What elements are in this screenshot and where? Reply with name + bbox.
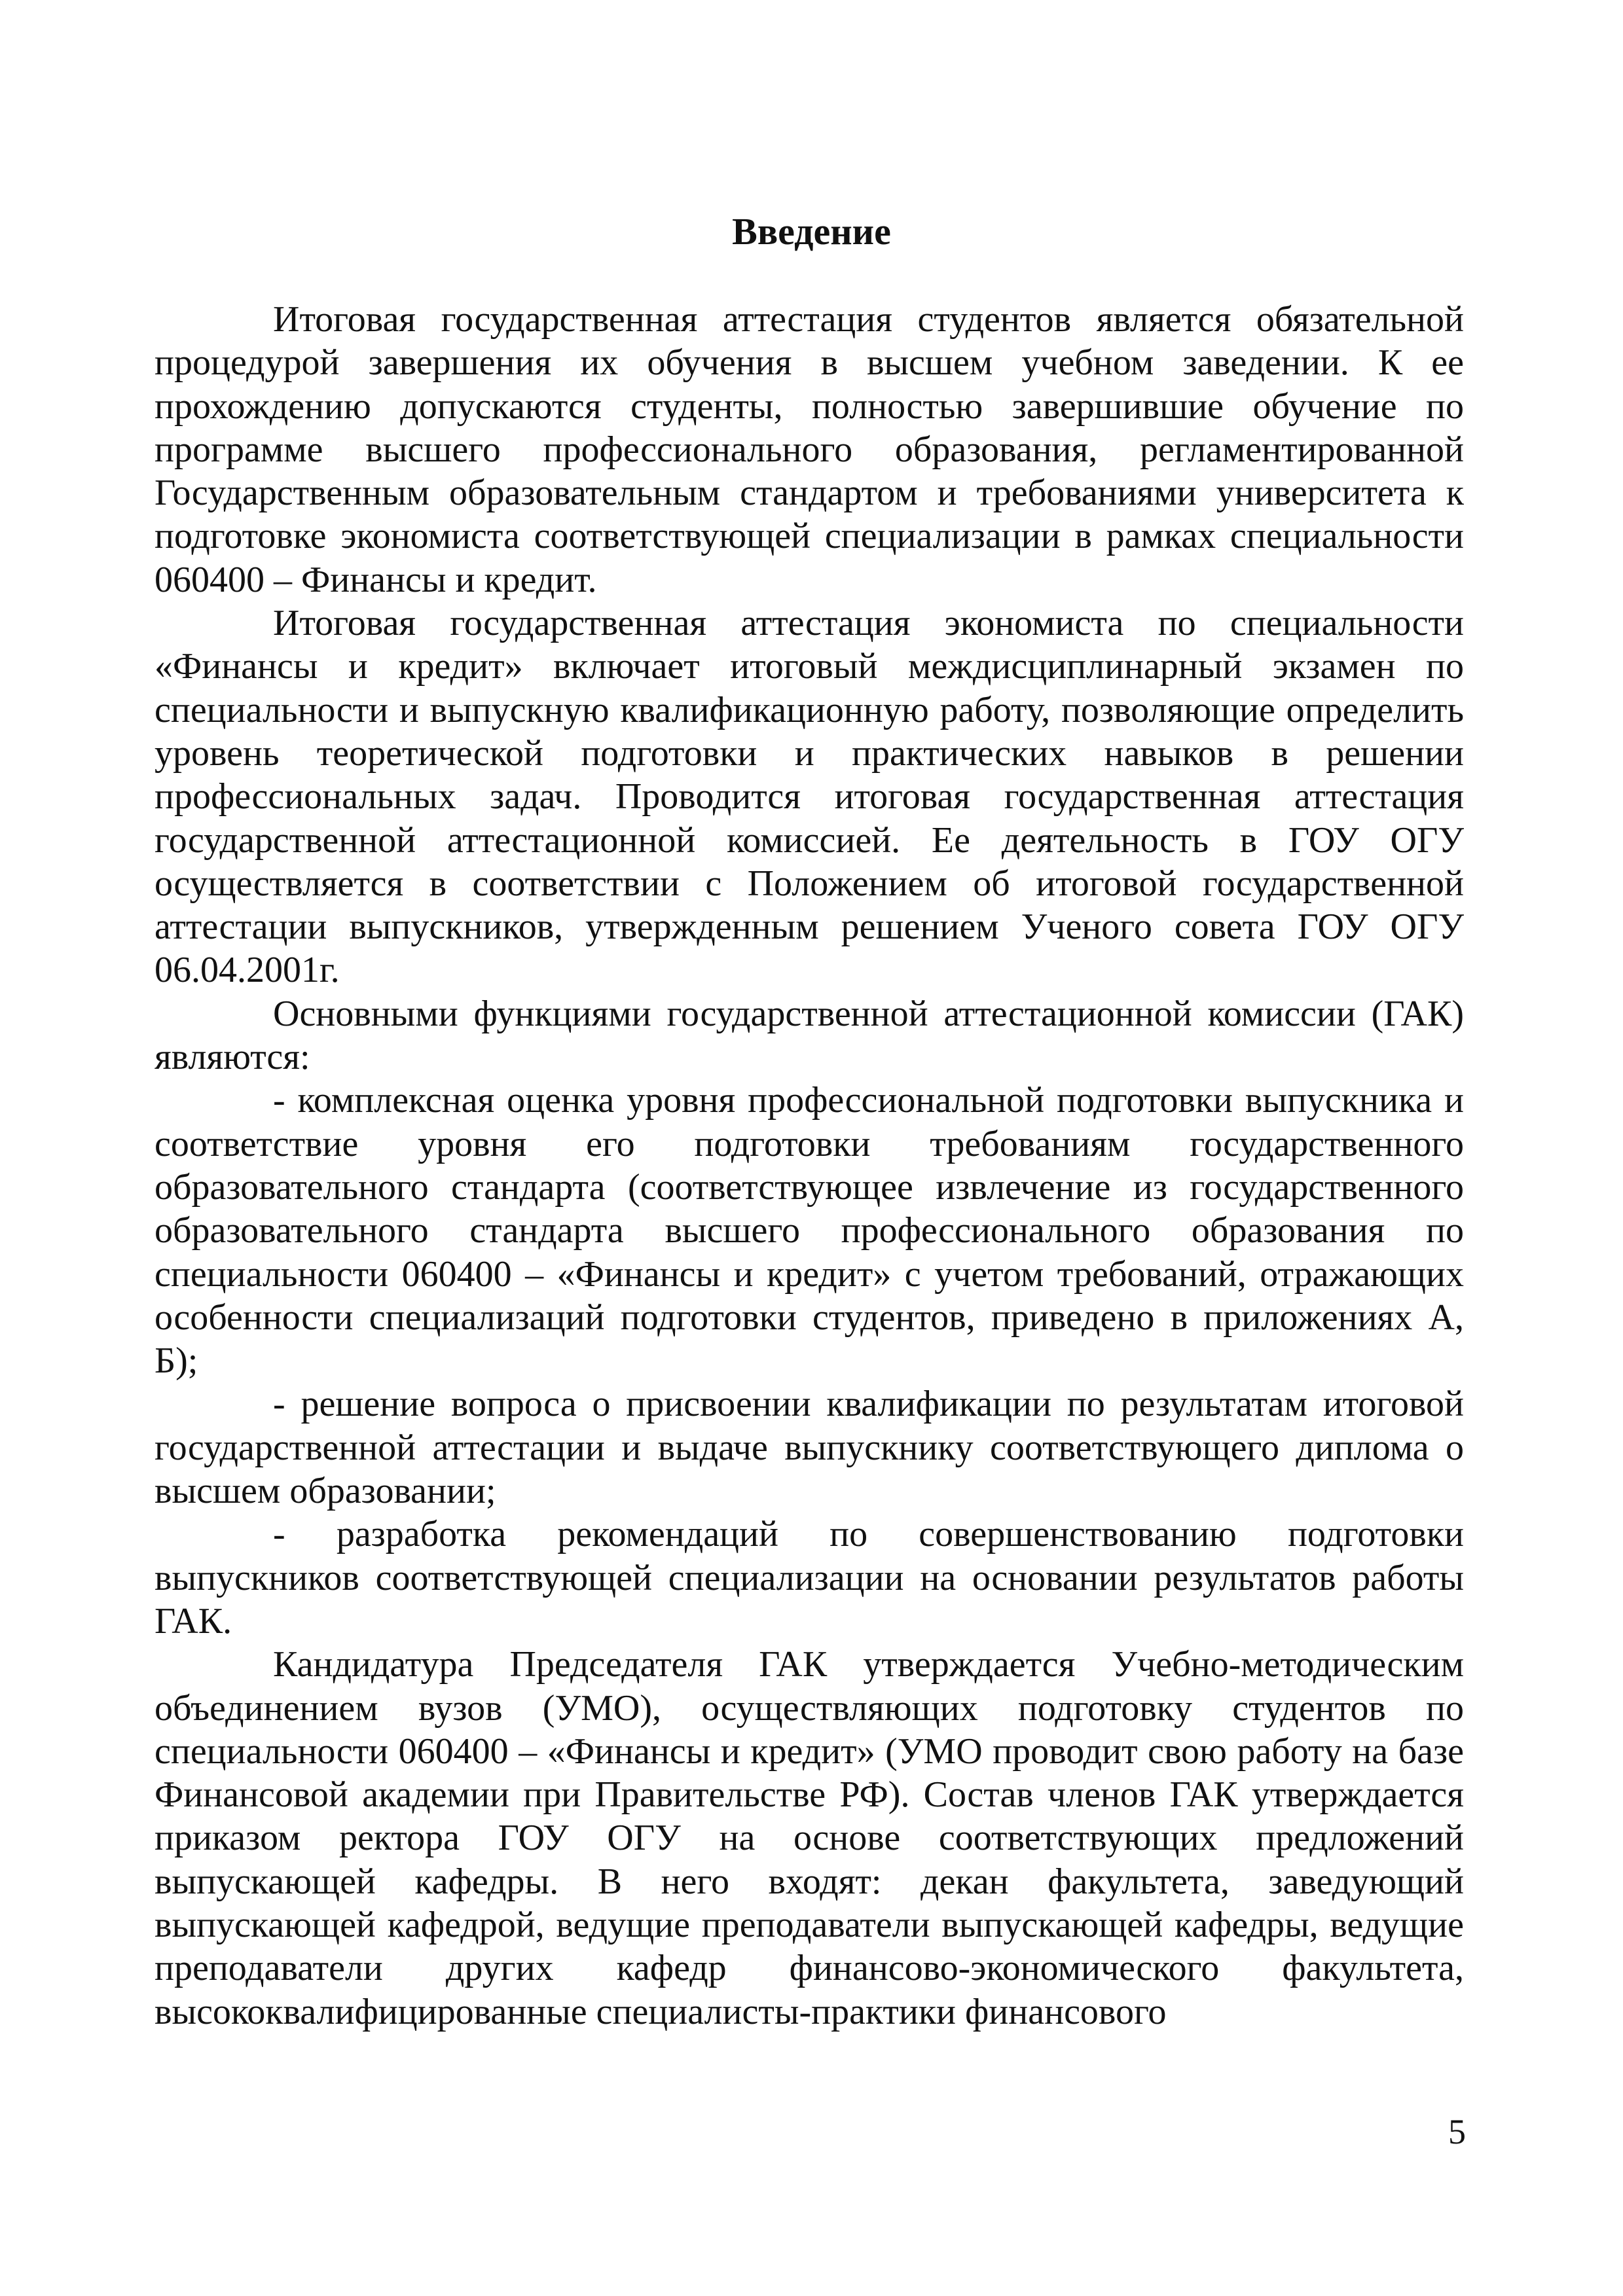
- page-title: Введение: [732, 210, 891, 253]
- body-text: [155, 298, 1464, 2034]
- paragraph-attestation: Итоговая государственная аттестация экономиста по специальности «Финансы и кредит» включает итоговый междисциплинарный экзамен по специальности и выпускную квалификационную работу, позволяющие определить уровень теоретической подготовки и практических навыков в решении профессиональных задач. Проводится итоговая государственная аттестация государственной аттестационной комиссией. Ее деятельность в ГОУ ОГУ осуществляется в соответствии с Положением об итоговой государственной аттестации выпускников, утвержденным решением Ученого совета ГОУ ОГУ 06.04.2001г.: [155, 603, 1464, 991]
- paragraph-chairman: Кандидатура Председателя ГАК утверждается Учебно-методическим объединением вузов (УМО), осуществляющих подготовку студентов по специальности 060400 – «Финансы и кредит» (УМО проводит свою работу на базе Финансовой академии при Правительстве РФ). Состав членов ГАК утверждается приказом ректора ГОУ ОГУ на основе соответствующих предложений выпускающей кафедры. В него входят: декан факультета, заведующий выпускающей кафедрой, ведущие преподаватели выпускающей кафедры, ведущие преподаватели других кафедр финансово-экономического факультета, высококвалифицированные специалисты-практики финансового: [155, 1644, 1464, 2032]
- list-item-qualification: - решение вопроса о присвоении квалификации по результатам итоговой государственной аттестации и выдаче выпускнику соответствующего диплома о высшем образовании;: [155, 1384, 1464, 1512]
- paragraph-functions-lead: Основными функциями государственной аттестационной комиссии (ГАК) являются:: [155, 993, 1464, 1078]
- page-number: 5: [1448, 2112, 1466, 2151]
- list-item-recommendations: - разработка рекомендаций по совершенствованию подготовки выпускников соответствующей специализации на основании результатов работы ГАК.: [155, 1514, 1464, 1641]
- paragraph-intro: Итоговая государственная аттестация студентов является обязательной процедурой завершения их обучения в высшем учебном заведении. К ее прохождению допускаются студенты, полностью завершившие обучение по программе высшего профессионального образования, регламентированной Государственным образовательным стандартом и требованиями университета к подготовке экономиста соответствующей специализации в рамках специальности 060400 – Финансы и кредит.: [155, 299, 1464, 600]
- list-item-assessment: - комплексная оценка уровня профессиональной подготовки выпускника и соответствие уровня его подготовки требованиям государственного образовательного стандарта (соответствующее извлечение из государственного образовательного стандарта высшего профессионального образования по специальности 060400 – «Финансы и кредит» с учетом требований, отражающих особенности специализаций подготовки студентов, приведено в приложениях А, Б);: [155, 1080, 1464, 1382]
